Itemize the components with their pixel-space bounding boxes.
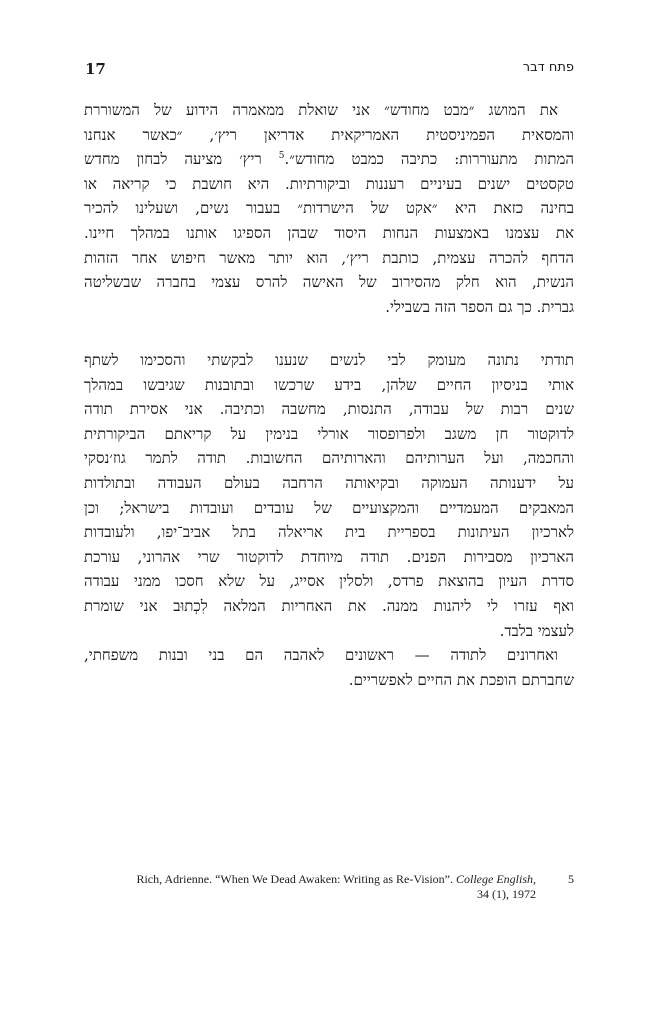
citation-comma: , [533, 872, 536, 886]
paragraph-line: לדוקטור חן משגב ולפרופסור אורלי בנימין על קריאתם הביקורתית [84, 424, 574, 443]
line-continuation: ריץ׳ מציעה לבחון מחדש [84, 150, 279, 169]
quote-segment: המתות מתעוררות: כתיבה כמבט מחודש״. [284, 150, 575, 169]
footnote-line [84, 887, 536, 902]
page-number: 17 [85, 60, 106, 78]
paragraph-line: לעצמי בלבד. [499, 621, 574, 640]
paragraph-line: טקסטים ישנים בעיניים רעננות וביקורתיות. היא חושבת כי קריאה או [84, 174, 574, 193]
paragraph-line: המאבקים המעמדיים והמקצועיים של עובדים ועובדות בישראל; וכן [84, 498, 575, 517]
paragraph-line: גברית. כך גם הספר הזה בשבילי. [385, 297, 574, 316]
paragraph-line [84, 147, 574, 172]
paragraph-line: שנים רבות של עבודה, התנסות, מחשבה וכתיבה. אני אסירת תודה [84, 400, 574, 419]
paragraph-acknowledgments [84, 348, 574, 692]
paragraph-line: ואחרונים לתודה — ראשונים לאהבה הם בני ובנות משפחתי, [84, 646, 558, 665]
footnote-citation [84, 872, 536, 902]
paragraph-intro [84, 98, 574, 319]
paragraph-line: לארכיון העיתונות בספריית בית אריאלה בתל אביב־יפו, ולעובדות [84, 523, 574, 542]
citation-journal: College English [456, 872, 533, 886]
paragraph-line: הארכיון מסבירות הפנים. תודה מיוחדת לדוקטור שרי אהרוני, עורכת [84, 547, 574, 566]
paragraph-line: והחכמה, ועל הערותיהם והארותיהם החשובות. תודה לתמר גוז׳נסקי [84, 449, 574, 468]
paragraph-line: על ידענותה העמוקה ובקיאותה הרחבה בעולם העבודה ובתולדות [84, 473, 574, 492]
footnote-marker: 5 [278, 151, 285, 162]
paragraph-line: בחינה כזאת היא ״אקט של הישרדות״ בעבור נשים, ושעלינו להכיר [84, 199, 574, 218]
paragraph-line: ואף עזרו לי ליהנות ממנה. את האחריות המלאה לִכְתוּב אני שומרת [84, 596, 574, 615]
paragraph-line: שחברתם הופכת את החיים לאפשריים. [348, 670, 574, 689]
footnote-line [84, 872, 536, 887]
paragraph-line: אותי בניסיון החיים שלהן, בידע שרכשו ובתובנות שגיבשו במהלך [84, 375, 574, 394]
paragraph-line: סדרת העיון בהוצאת פרדס, ולסלין אסייג, על שלא חסכו ממני עבודה [84, 572, 574, 591]
paragraph-line: והמסאית הפמיניסטית האמריקאית אדריאן ריץ׳, ״כאשר אנחנו [84, 125, 574, 144]
paragraph-line: את עצמנו באמצעות הנחות היסוד שבהן הספיגו אותנו במהלך חיינו. [84, 223, 574, 242]
citation-authors-title: Rich, Adrienne. “When We Dead Awaken: Writing as Re-Vision”. [136, 872, 456, 886]
citation-volume: 34 (1), 1972 [477, 887, 536, 901]
footnote-number: 5 [568, 872, 574, 886]
running-header: פתח דבר [522, 60, 574, 75]
paragraph-line: את המושג ״מבט מחודש״ אני שואלת ממאמרה הידוע של המשוררת [84, 101, 558, 119]
paragraph-line: הדחף להכרה עצמית, כותבת ריץ׳, הוא יותר מאשר חיפוש אחר הזהות [84, 248, 574, 267]
paragraph-line: תודתי נתונה מעומק לבי לנשים שנענו לבקשתי והסכימו לשתף [84, 351, 574, 369]
paragraph-line: הנשית, הוא חלק מהסירוב של האישה להרס עצמי בחברה שבשליטה [84, 273, 574, 292]
